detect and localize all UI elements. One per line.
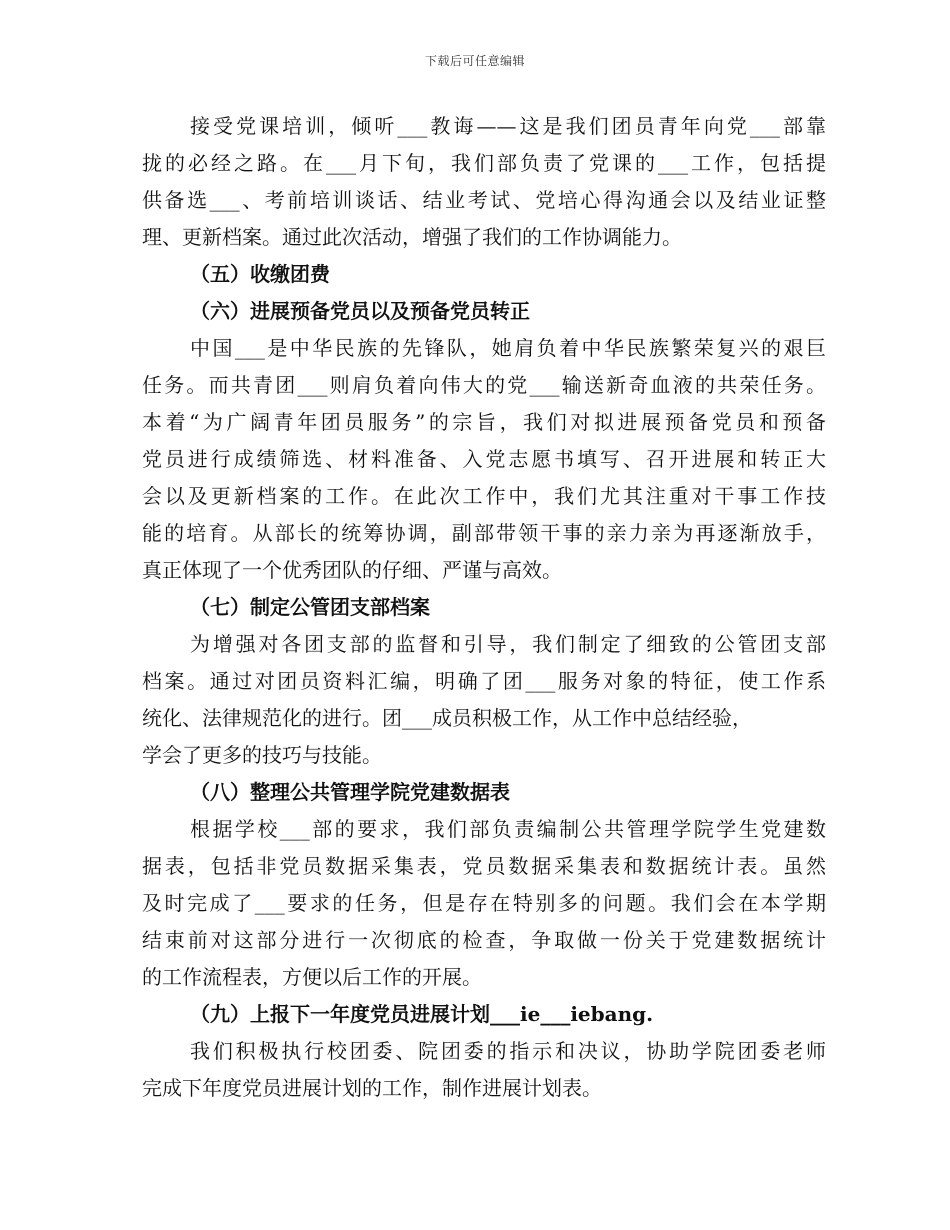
text-line: 拢的必经之路。在___月下旬，我们部负责了党课的___工作，包括提 <box>142 151 826 175</box>
text-line: 的工作流程表，方便以后工作的开展。 <box>142 965 482 989</box>
text-line: 理、更新档案。通过此次活动，增强了我们的工作协调能力。 <box>142 225 682 249</box>
text-line: 档案。通过对团员资料汇编，明确了团___服务对象的特征，使工作系 <box>142 669 826 693</box>
text-line: 我们积极执行校团委、院团委的指示和决议，协助学院团委老师 <box>190 1039 826 1063</box>
text-line: 完成下年度党员进展计划的工作，制作进展计划表。 <box>142 1076 602 1100</box>
text-line: 真正体现了一个优秀团队的仔细、严谨与高效。 <box>142 558 562 582</box>
section-heading-9 <box>142 996 826 1033</box>
heading-text: （六）进展预备党员以及预备党员转正 <box>190 299 530 323</box>
text-line: 学会了更多的技巧与技能。 <box>142 743 382 767</box>
text-line: 结束前对这部分进行一次彻底的检查，争取做一份关于党建数据统计 <box>142 928 826 952</box>
text-line: 根据学校___部的要求，我们部负责编制公共管理学院学生党建数 <box>190 817 826 841</box>
text-line: 党员进行成绩筛选、材料准备、入党志愿书填写、召开进展和转正大 <box>142 447 826 471</box>
document-body <box>142 108 826 1107</box>
paragraph-probationary-members <box>142 330 826 589</box>
section-heading-8 <box>142 774 826 811</box>
paragraph-party-class-training <box>142 108 826 256</box>
paragraph-annual-plan <box>142 1033 826 1107</box>
text-line: 统化、法律规范化的进行。团___成员积极工作，从工作中总结经验， <box>142 706 752 730</box>
heading-text: （五）收缴团费 <box>190 262 330 286</box>
paragraph-data-tables <box>142 811 826 996</box>
section-heading-6 <box>142 293 826 330</box>
heading-text: （九）上报下一年度党员进展计划___ie___iebang. <box>190 1002 654 1026</box>
text-line: 任务。而共青团___则肩负着向伟大的党___输送新奇血液的共荣任务。 <box>142 373 826 397</box>
text-line: 据表，包括非党员数据采集表，党员数据采集表和数据统计表。虽然 <box>142 854 826 878</box>
text-line: 中国___是中华民族的先锋队，她肩负着中华民族繁荣复兴的艰巨 <box>190 336 826 360</box>
section-heading-7 <box>142 589 826 626</box>
page-header: 下载后可任意编辑 <box>424 54 525 68</box>
heading-text: （七）制定公管团支部档案 <box>190 595 430 619</box>
text-line: 本着“为广阔青年团员服务”的宗旨，我们对拟进展预备党员和预备 <box>142 410 826 434</box>
text-line: 供备选___、考前培训谈话、结业考试、党培心得沟通会以及结业证整 <box>142 188 826 212</box>
text-line: 及时完成了___要求的任务，但是存在特别多的问题。我们会在本学期 <box>142 891 826 915</box>
section-heading-5 <box>142 256 826 293</box>
paragraph-branch-archives <box>142 626 826 774</box>
text-line: 为增强对各团支部的监督和引导，我们制定了细致的公管团支部 <box>190 632 826 656</box>
text-line: 能的培育。从部长的统筹协调，副部带领干事的亲力亲为再逐渐放手， <box>142 521 826 545</box>
text-line: 会以及更新档案的工作。在此次工作中，我们尤其注重对干事工作技 <box>142 484 826 508</box>
heading-text: （八）整理公共管理学院党建数据表 <box>190 780 510 804</box>
text-line: 接受党课培训，倾听___教诲——这是我们团员青年向党___部靠 <box>190 114 826 138</box>
